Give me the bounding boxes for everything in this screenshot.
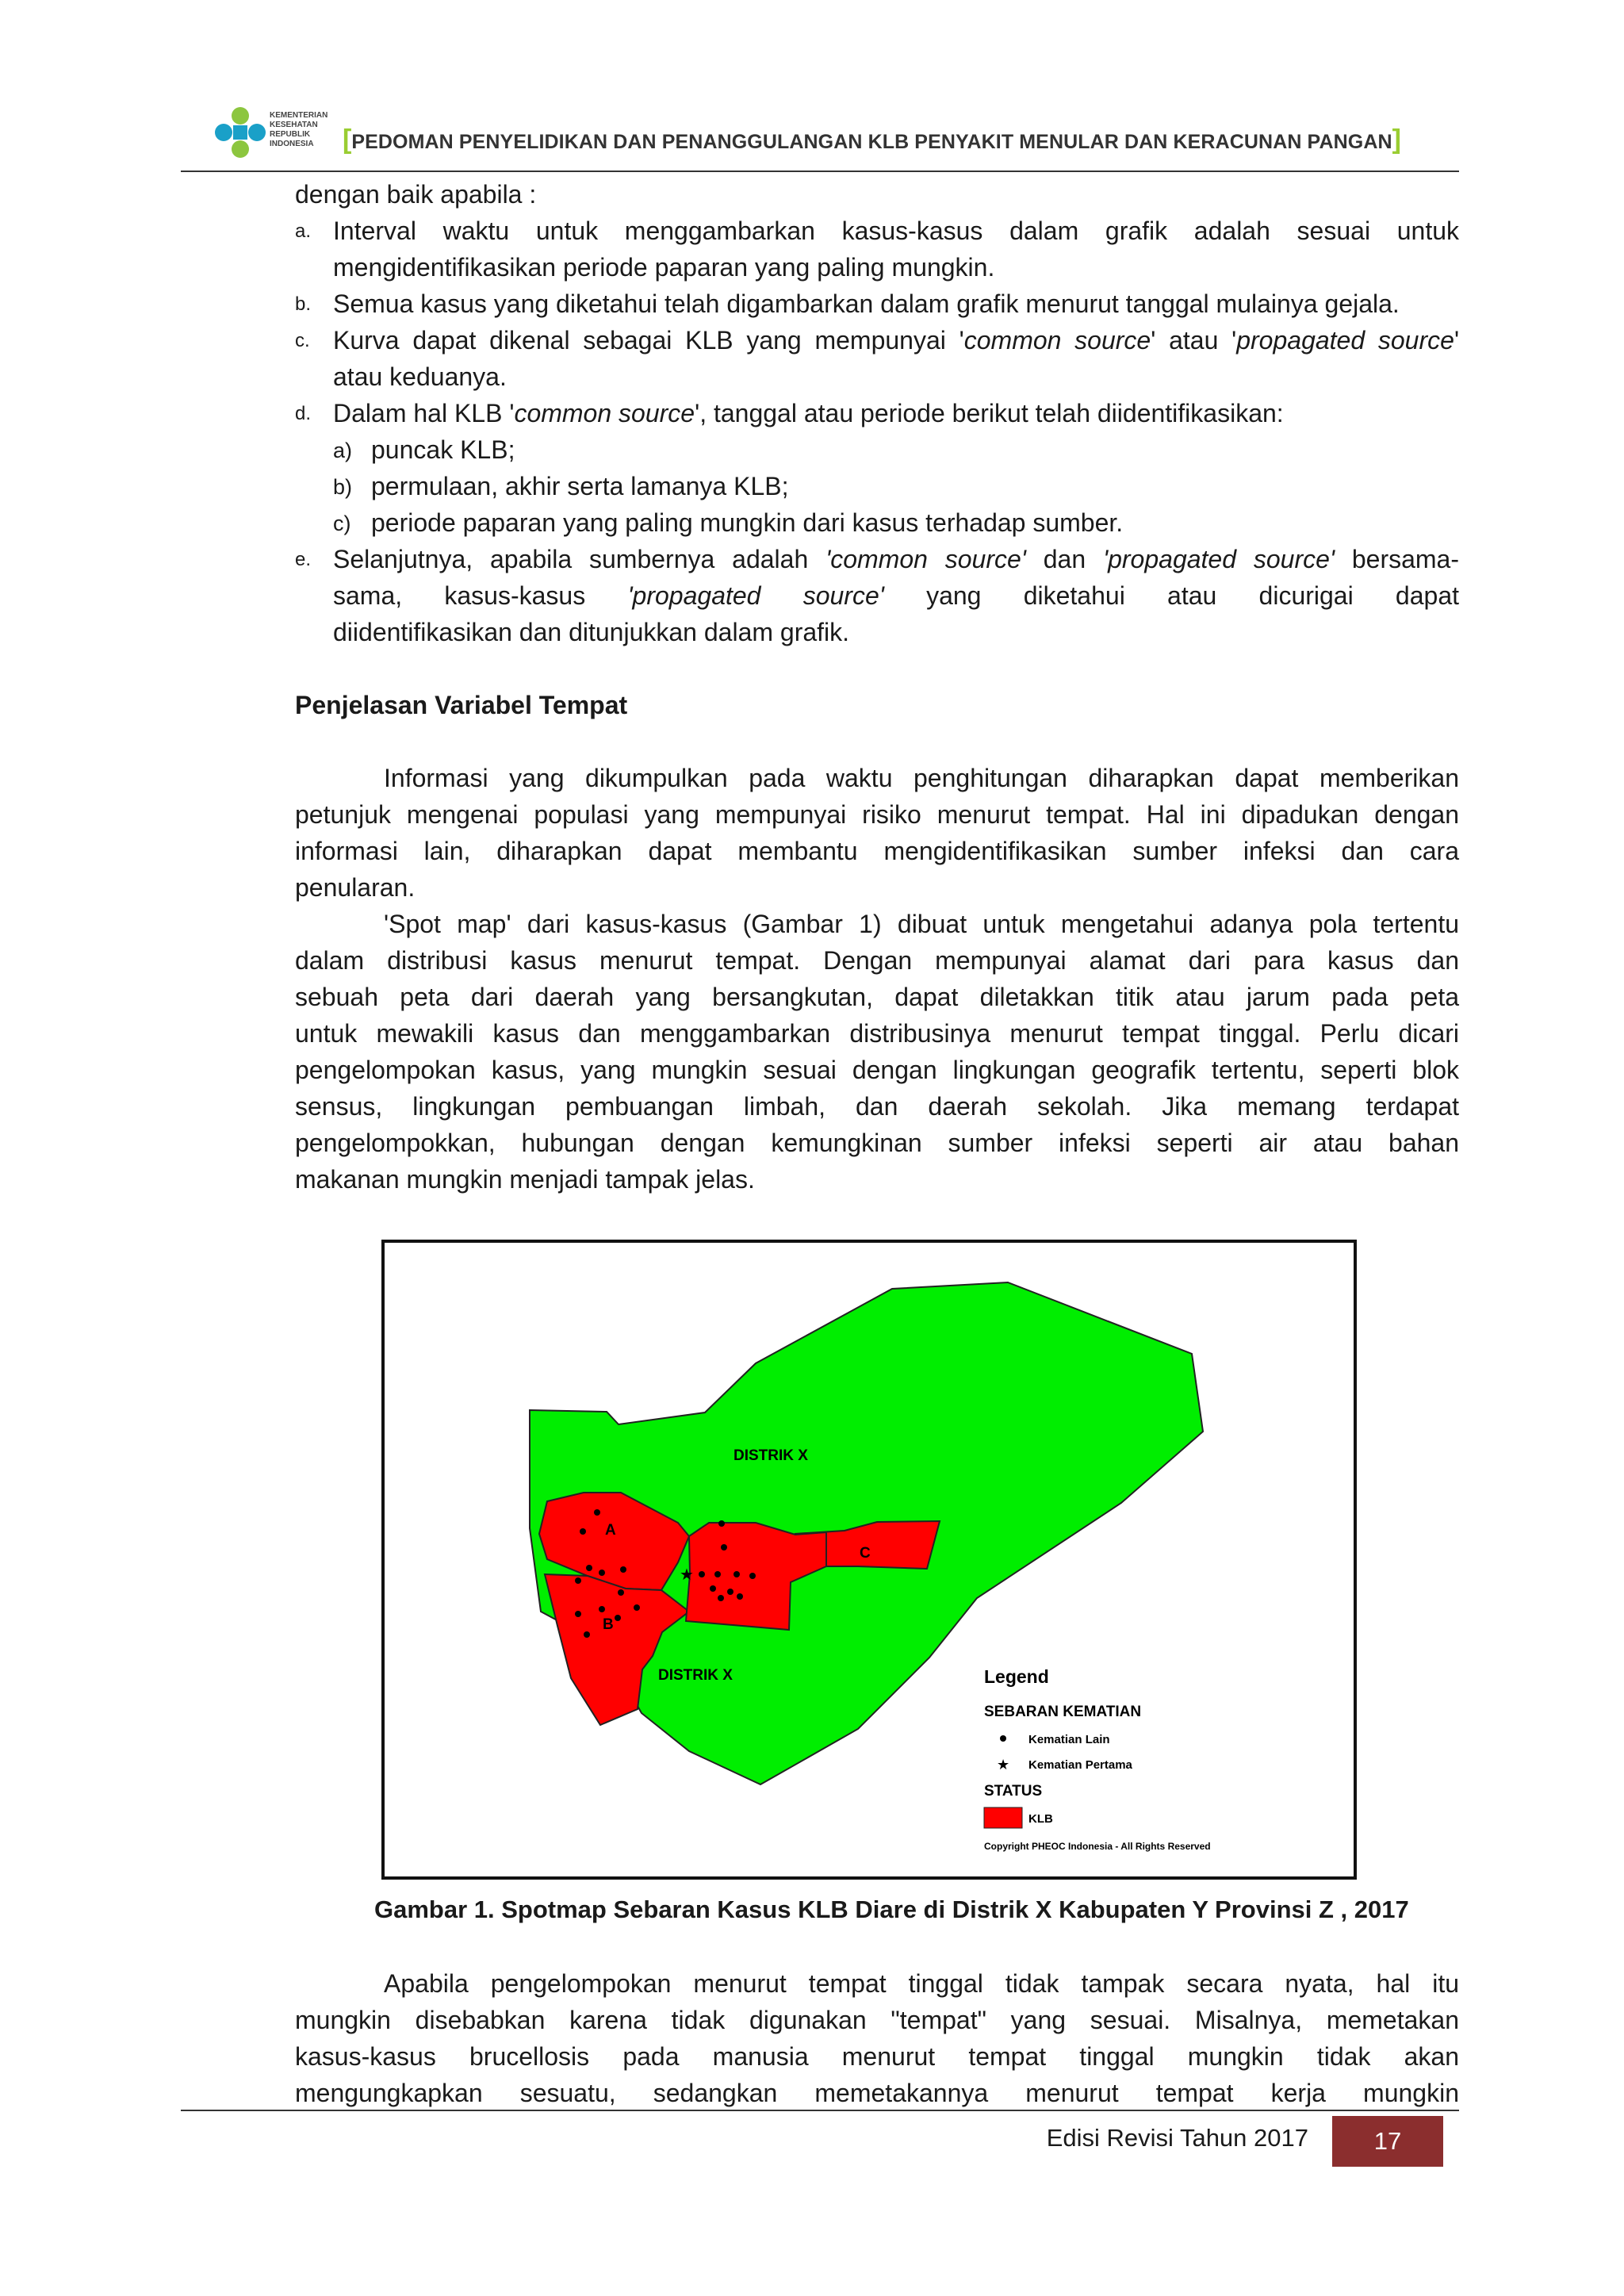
text-run: sama, kasus-kasus	[333, 581, 628, 610]
death-marker	[575, 1577, 581, 1584]
first-death-star-icon: ★	[680, 1565, 694, 1584]
list-item-e-line2	[333, 577, 1459, 614]
text-run: Kurva dapat dikenal sebagai KLB yang mempunyai '	[333, 326, 964, 355]
list-item-b: Semua kasus yang diketahui telah digambarkan dalam grafik menurut tanggal mulainya gejala.	[333, 289, 1400, 318]
district-label-top: DISTRIK X	[733, 1447, 808, 1464]
map-copyright: Copyright PHEOC Indonesia - All Rights Reserved	[984, 1841, 1211, 1852]
figure-caption: Gambar 1. Spotmap Sebaran Kasus KLB Diare di Distrik X Kabupaten Y Provinsi Z , 2017	[374, 1895, 1409, 1923]
death-marker	[586, 1565, 592, 1571]
area-label-c: C	[860, 1545, 871, 1562]
death-marker	[584, 1631, 590, 1638]
death-marker	[620, 1566, 626, 1573]
header-divider	[181, 171, 1459, 172]
death-marker	[718, 1520, 725, 1527]
area-label-a: A	[605, 1522, 616, 1539]
ministry-logo-icon	[213, 105, 268, 160]
paragraph2-line: pengelompokkan, hubungan dengan kemungkinan sumber infeksi seperti air atau bahan	[295, 1129, 1459, 1157]
list-item-c-line2: atau keduanya.	[333, 362, 507, 391]
legend-star-icon: ★	[997, 1757, 1010, 1773]
legend-item-klb: KLB	[1028, 1812, 1053, 1826]
logo-text-line: KESEHATAN	[270, 121, 318, 129]
paragraph1-line: informasi lain, diharapkan dapat membantu mengidentifikasikan sumber infeksi dan cara	[295, 837, 1459, 865]
text-run-italic: 'common source'	[825, 545, 1026, 573]
death-marker	[599, 1606, 605, 1612]
ministry-logo	[213, 105, 339, 160]
paragraph1-line: petunjuk mengenai populasi yang mempunyai risiko menurut tempat. Hal ini dipadukan dengan	[295, 800, 1459, 829]
list-marker: c.	[295, 330, 310, 351]
list-marker: d.	[295, 403, 312, 424]
text-run: bersama-	[1335, 545, 1460, 573]
death-marker	[737, 1593, 743, 1600]
text-run: Selanjutnya, apabila sumbernya adalah	[333, 545, 826, 573]
paragraph2-line: makanan mungkin menjadi tampak jelas.	[295, 1165, 755, 1194]
text-run: '	[1454, 326, 1460, 355]
area-label-b: B	[603, 1616, 614, 1633]
paragraph3-line: mengungkapkan sesuatu, sedangkan memetakannya menurut tempat kerja mungkin	[295, 2079, 1459, 2107]
paragraph3-line: Apabila pengelompokan menurut tempat tinggal tidak tampak secara nyata, hal itu	[384, 1969, 1459, 1998]
header-title: PEDOMAN PENYELIDIKAN DAN PENANGGULANGAN KLB PENYAKIT MENULAR DAN KERACUNAN PANGAN	[351, 131, 1392, 153]
death-marker	[710, 1585, 716, 1592]
footer-divider	[181, 2110, 1459, 2111]
list-item-e-line1	[333, 541, 1459, 577]
death-marker	[615, 1615, 621, 1621]
death-marker	[718, 1595, 724, 1601]
death-marker	[721, 1544, 727, 1550]
paragraph2-line: untuk mewakili kasus dan menggambarkan distribusinya menurut tempat tinggal. Perlu dicari	[295, 1019, 1459, 1048]
section-title: Penjelasan Variabel Tempat	[295, 691, 628, 719]
death-marker	[727, 1589, 733, 1595]
legend-section-deaths: SEBARAN KEMATIAN	[984, 1704, 1142, 1720]
footer-edition: Edisi Revisi Tahun 2017	[1046, 2124, 1308, 2152]
district-label-bottom: DISTRIK X	[658, 1667, 733, 1684]
legend-item-other-death: Kematian Lain	[1028, 1733, 1110, 1746]
text-run: ' atau '	[1151, 326, 1237, 355]
logo-text-line: INDONESIA	[270, 140, 314, 148]
spotmap-figure	[381, 1240, 1357, 1880]
paragraph2-line: sensus, lingkungan pembuangan limbah, dan daerah sekolah. Jika memang terdapat	[295, 1092, 1459, 1121]
sublist-marker: c)	[333, 512, 351, 535]
list-item-a-line1: Interval waktu untuk menggambarkan kasus-kasus dalam grafik adalah sesuai untuk	[333, 217, 1459, 245]
death-marker	[599, 1570, 605, 1576]
paragraph2-line: dalam distribusi kasus menurut tempat. Dengan mempunyai alamat dari para kasus dan	[295, 946, 1459, 975]
legend-section-status: STATUS	[984, 1783, 1043, 1800]
death-marker	[714, 1571, 721, 1577]
header-bracket-close: ]	[1392, 125, 1401, 155]
legend-item-first-death: Kematian Pertama	[1028, 1758, 1132, 1772]
legend-klb-swatch	[984, 1807, 1022, 1828]
death-marker	[575, 1611, 581, 1617]
death-marker	[699, 1571, 705, 1577]
spotmap	[385, 1243, 1354, 1876]
header-bracket-open: [	[343, 125, 352, 155]
text-run-italic: 'propagated source'	[627, 581, 884, 610]
death-marker	[749, 1573, 756, 1579]
paragraph1-line: penularan.	[295, 873, 416, 902]
paragraph3-line: mungkin disebabkan karena tidak digunakan "tempat" yang sesuai. Misalnya, memetakan	[295, 2006, 1459, 2034]
map-legend	[984, 1666, 1211, 1852]
page-number-badge	[1332, 2116, 1443, 2167]
death-marker	[580, 1528, 586, 1535]
legend-title: Legend	[984, 1666, 1049, 1687]
text-run: dan	[1025, 545, 1103, 573]
death-marker	[618, 1589, 624, 1596]
list-item-e-line3: diidentifikasikan dan ditunjukkan dalam grafik.	[333, 618, 850, 646]
list-marker: b.	[295, 293, 312, 315]
page-number: 17	[1373, 2127, 1402, 2155]
intro-text: dengan baik apabila :	[295, 180, 537, 209]
sublist-item: periode paparan yang paling mungkin dari kasus terhadap sumber.	[371, 508, 1124, 537]
paragraph3-line: kasus-kasus brucellosis pada manusia menurut tempat tinggal mungkin tidak akan	[295, 2042, 1459, 2071]
sublist-marker: a)	[333, 439, 353, 462]
list-item-a-line2: mengidentifikasikan periode paparan yang paling mungkin.	[333, 253, 995, 282]
logo-text-line: KEMENTERIAN	[270, 111, 328, 120]
paragraph2-line: 'Spot map' dari kasus-kasus (Gambar 1) dibuat untuk mengetahui adanya pola tertentu	[384, 910, 1459, 938]
sublist-marker: b)	[333, 475, 353, 499]
paragraph1-line: Informasi yang dikumpulkan pada waktu penghitungan diharapkan dapat memberikan	[384, 764, 1459, 792]
list-item-c-line1	[333, 322, 1459, 358]
death-marker	[634, 1604, 640, 1611]
logo-text-line: REPUBLIK	[270, 130, 311, 139]
legend-dot-icon	[1000, 1735, 1006, 1742]
death-marker	[594, 1509, 600, 1516]
sublist-item: puncak KLB;	[371, 435, 515, 464]
text-run: Dalam hal KLB '	[333, 399, 515, 427]
sublist-item: permulaan, akhir serta lamanya KLB;	[371, 472, 789, 500]
list-marker: a.	[295, 220, 312, 242]
paragraph2-line: sebuah peta dari daerah yang bersangkutan, dapat diletakkan titik atau jarum pada peta	[295, 983, 1459, 1011]
list-marker: e.	[295, 549, 312, 570]
text-run-italic: 'propagated source'	[1102, 545, 1335, 573]
text-run: ', tanggal atau periode berikut telah diidentifikasikan:	[695, 399, 1284, 427]
header-title-row	[343, 124, 1401, 155]
list-item-d	[333, 395, 1284, 431]
death-marker	[733, 1571, 740, 1577]
text-run-italic: common source	[514, 399, 695, 427]
text-run-italic: propagated source	[1236, 326, 1454, 355]
text-run: yang diketahui atau dicurigai dapat	[883, 581, 1460, 610]
paragraph2-line: pengelompokan kasus, yang mungkin sesuai dengan lingkungan geografik tertentu, seperti blok	[295, 1056, 1459, 1084]
text-run-italic: common source	[963, 326, 1151, 355]
